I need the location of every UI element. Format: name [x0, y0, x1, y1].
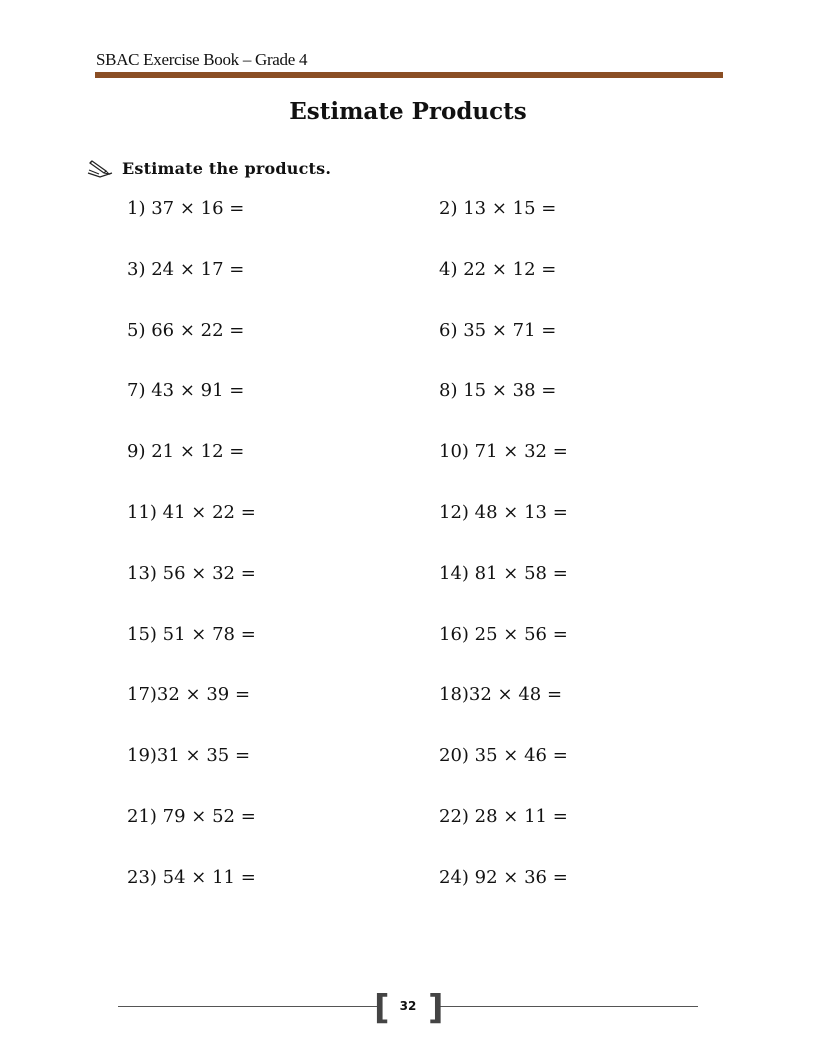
problem-item: 12) 48 × 13 = — [439, 502, 568, 523]
problem-item: 22) 28 × 11 = — [439, 806, 568, 827]
header-title: SBAC Exercise Book – Grade 4 — [96, 50, 308, 69]
left-brace-icon: [ — [374, 988, 390, 1028]
page-title: Estimate Products — [289, 98, 527, 125]
problem-item: 17)32 × 39 = — [127, 684, 251, 706]
header-rule — [95, 72, 723, 78]
problem-item: 19)31 × 35 = — [127, 745, 251, 767]
problem-item: 21) 79 × 52 = — [127, 806, 256, 827]
problem-item: 2) 13 × 15 = — [439, 198, 557, 219]
problem-item: 13) 56 × 32 = — [127, 562, 256, 584]
problem-item: 1) 37 × 16 = — [127, 198, 245, 219]
problem-item: 10) 71 × 32 = — [439, 441, 568, 463]
page-number: 32 — [399, 999, 417, 1013]
problem-item: 23) 54 × 11 = — [127, 866, 256, 888]
instruction-text: Estimate the products. — [122, 158, 332, 178]
problem-item: 15) 51 × 78 = — [127, 623, 256, 645]
problem-item: 8) 15 × 38 = — [439, 380, 557, 402]
problem-item: 4) 22 × 12 = — [439, 258, 557, 280]
problem-item: 9) 21 × 12 = — [127, 441, 245, 463]
pencil-paper-icon — [86, 157, 114, 179]
footer-rule-right — [440, 1006, 698, 1007]
footer-rule-left — [118, 1006, 378, 1007]
problem-item: 7) 43 × 91 = — [127, 380, 245, 402]
problem-item: 14) 81 × 58 = — [439, 562, 568, 584]
problem-item: 20) 35 × 46 = — [439, 745, 568, 767]
instruction — [86, 157, 331, 179]
problem-item: 3) 24 × 17 = — [127, 258, 245, 280]
problem-item: 16) 25 × 56 = — [439, 623, 568, 645]
problem-item: 5) 66 × 22 = — [127, 319, 245, 341]
problem-item: 6) 35 × 71 = — [439, 319, 557, 341]
problem-item: 24) 92 × 36 = — [439, 866, 568, 888]
problem-item: 18)32 × 48 = — [439, 684, 563, 706]
right-brace-icon: ] — [428, 988, 444, 1028]
problem-item: 11) 41 × 22 = — [127, 502, 256, 523]
